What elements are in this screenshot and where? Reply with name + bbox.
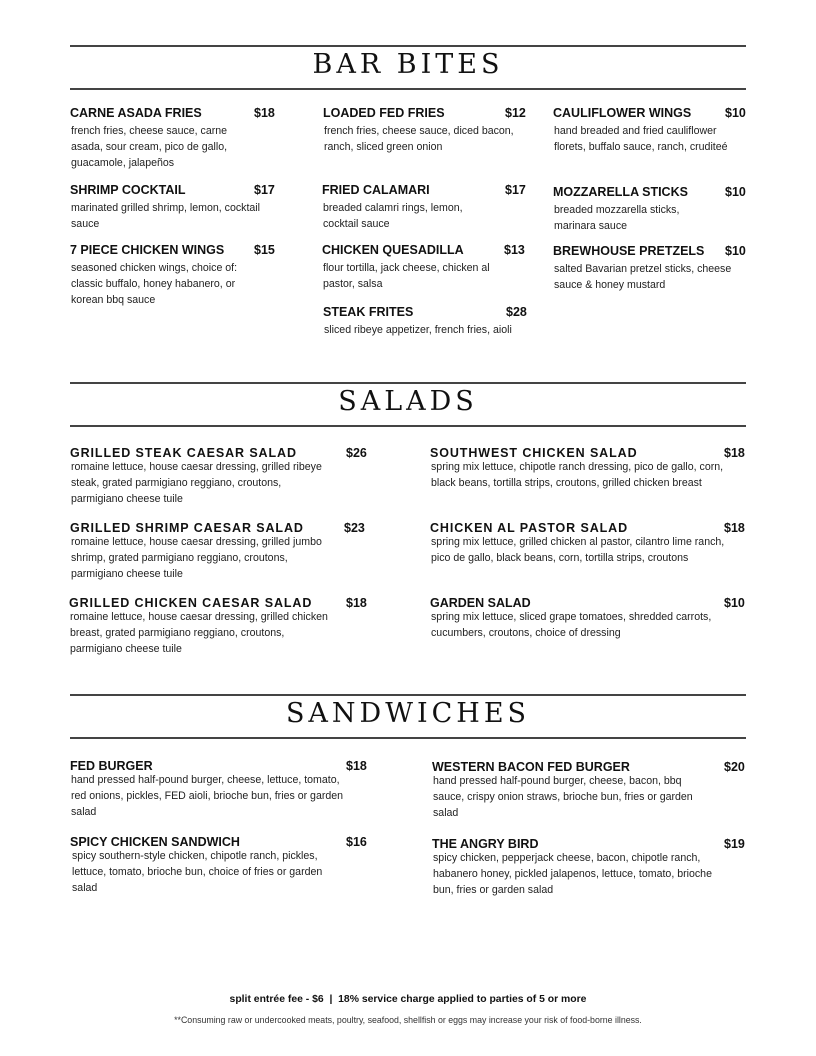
item-name: CHICKEN AL PASTOR SALAD <box>430 521 629 535</box>
item-description: hand pressed half-pound burger, cheese, bacon, bbq sauce, crispy onion straws, brioche bun, fries or garden salad <box>433 775 693 819</box>
item-description: romaine lettuce, house caesar dressing, grilled ribeye steak, grated parmigiano reggiano, croutons, parmigiano cheese tuile <box>71 461 322 505</box>
item-description: marinated grilled shrimp, lemon, cocktail sauce <box>71 202 260 230</box>
item-price: $19 <box>724 837 745 851</box>
footer-fees: split entrée fee - $6 | 18% service charge applied to parties of 5 or more <box>229 994 587 1005</box>
item-name: FED BURGER <box>70 759 153 773</box>
item-description: spicy chicken, pepperjack cheese, bacon, chipotle ranch, habanero honey, pickled jalapenos, lettuce, tomato, brioche bun, fries or garden salad <box>433 852 712 896</box>
item-description: spring mix lettuce, sliced grape tomatoes, shredded carrots, cucumbers, croutons, choice of dressing <box>431 611 712 639</box>
section-title-bar-bites: BAR BITES <box>312 49 504 80</box>
item-price: $16 <box>346 835 367 849</box>
item-price: $20 <box>724 760 745 774</box>
item-price: $18 <box>724 446 745 460</box>
item-price: $10 <box>725 106 746 120</box>
item-description: spring mix lettuce, chipotle ranch dressing, pico de gallo, corn, black beans, tortilla strips, croutons, grilled chicken breast <box>431 461 724 489</box>
item-name: GRILLED SHRIMP CAESAR SALAD <box>70 521 304 535</box>
item-description: french fries, cheese sauce, diced bacon, ranch, sliced green onion <box>324 125 514 153</box>
item-description: breaded calamri rings, lemon, cocktail sauce <box>323 202 463 230</box>
item-description: hand pressed half-pound burger, cheese, lettuce, tomato, red onions, pickles, FED aioli, brioche bun, fries or garden salad <box>71 774 344 818</box>
item-name: SPICY CHICKEN SANDWICH <box>70 835 240 849</box>
footer-disclaimer: **Consuming raw or undercooked meats, poultry, seafood, shellfish or eggs may increase your risk of food-borne illness. <box>174 1015 642 1025</box>
item-price: $10 <box>725 244 746 258</box>
item-name: 7 PIECE CHICKEN WINGS <box>70 243 225 257</box>
item-price: $18 <box>346 596 367 610</box>
item-name: WESTERN BACON FED BURGER <box>432 760 630 774</box>
item-price: $23 <box>344 521 365 535</box>
item-name: SHRIMP COCKTAIL <box>70 183 186 197</box>
item-name: THE ANGRY BIRD <box>432 837 539 851</box>
item-name: LOADED FED FRIES <box>323 106 445 120</box>
section-title-salads: SALADS <box>338 386 478 417</box>
item-price: $15 <box>254 243 275 257</box>
item-price: $17 <box>254 183 275 197</box>
item-name: CARNE ASADA FRIES <box>70 106 202 120</box>
item-description: spring mix lettuce, grilled chicken al pastor, cilantro lime ranch, pico de gallo, black beans, corn, tortilla strips, croutons <box>431 536 725 564</box>
item-name: BREWHOUSE PRETZELS <box>553 244 705 258</box>
item-description: flour tortilla, jack cheese, chicken al pastor, salsa <box>323 262 490 290</box>
divider-bar-bites-bottom <box>70 88 746 90</box>
item-description: romaine lettuce, house caesar dressing, grilled chicken breast, grated parmigiano reggiano, croutons, parmigiano cheese tuile <box>70 611 328 655</box>
item-description: romaine lettuce, house caesar dressing, grilled jumbo shrimp, grated parmigiano reggiano, croutons, parmigiano cheese tuile <box>71 536 322 580</box>
item-name: CHICKEN QUESADILLA <box>322 243 464 257</box>
item-name: GRILLED CHICKEN CAESAR SALAD <box>69 596 313 610</box>
divider-salads-bottom <box>70 425 746 427</box>
item-name: FRIED CALAMARI <box>322 183 430 197</box>
item-name: MOZZARELLA STICKS <box>553 185 688 199</box>
divider-sandwiches-bottom <box>70 737 746 739</box>
item-price: $18 <box>346 759 367 773</box>
item-price: $10 <box>725 185 746 199</box>
item-price: $10 <box>724 596 745 610</box>
item-name: GRILLED STEAK CAESAR SALAD <box>70 446 297 460</box>
item-price: $12 <box>505 106 526 120</box>
divider-bar-bites-top <box>70 45 746 47</box>
section-title-sandwiches: SANDWICHES <box>285 698 531 729</box>
item-price: $18 <box>254 106 275 120</box>
item-description: french fries, cheese sauce, carne asada, sour cream, pico de gallo, guacamole, jalapeños <box>71 125 228 169</box>
item-description: salted Bavarian pretzel sticks, cheese sauce & honey mustard <box>554 263 732 291</box>
item-description: hand breaded and fried cauliflower florets, buffalo sauce, ranch, cruditeé <box>554 125 728 153</box>
item-description: spicy southern-style chicken, chipotle ranch, pickles, lettuce, tomato, brioche bun, choice of fries or garden salad <box>72 850 323 894</box>
item-price: $28 <box>506 305 527 319</box>
divider-sandwiches-top <box>70 694 746 696</box>
item-description: breaded mozzarella sticks, marinara sauce <box>554 204 680 232</box>
item-price: $26 <box>346 446 367 460</box>
item-price: $13 <box>504 243 525 257</box>
item-name: CAULIFLOWER WINGS <box>553 106 692 120</box>
item-price: $17 <box>505 183 526 197</box>
item-name: STEAK FRITES <box>323 305 414 319</box>
item-price: $18 <box>724 521 745 535</box>
item-name: SOUTHWEST CHICKEN SALAD <box>430 446 638 460</box>
item-name: GARDEN SALAD <box>430 596 531 610</box>
divider-salads-top <box>70 382 746 384</box>
item-description: sliced ribeye appetizer, french fries, aioli <box>324 324 512 336</box>
item-description: seasoned chicken wings, choice of: classic buffalo, honey habanero, or korean bbq sauce <box>71 262 238 306</box>
